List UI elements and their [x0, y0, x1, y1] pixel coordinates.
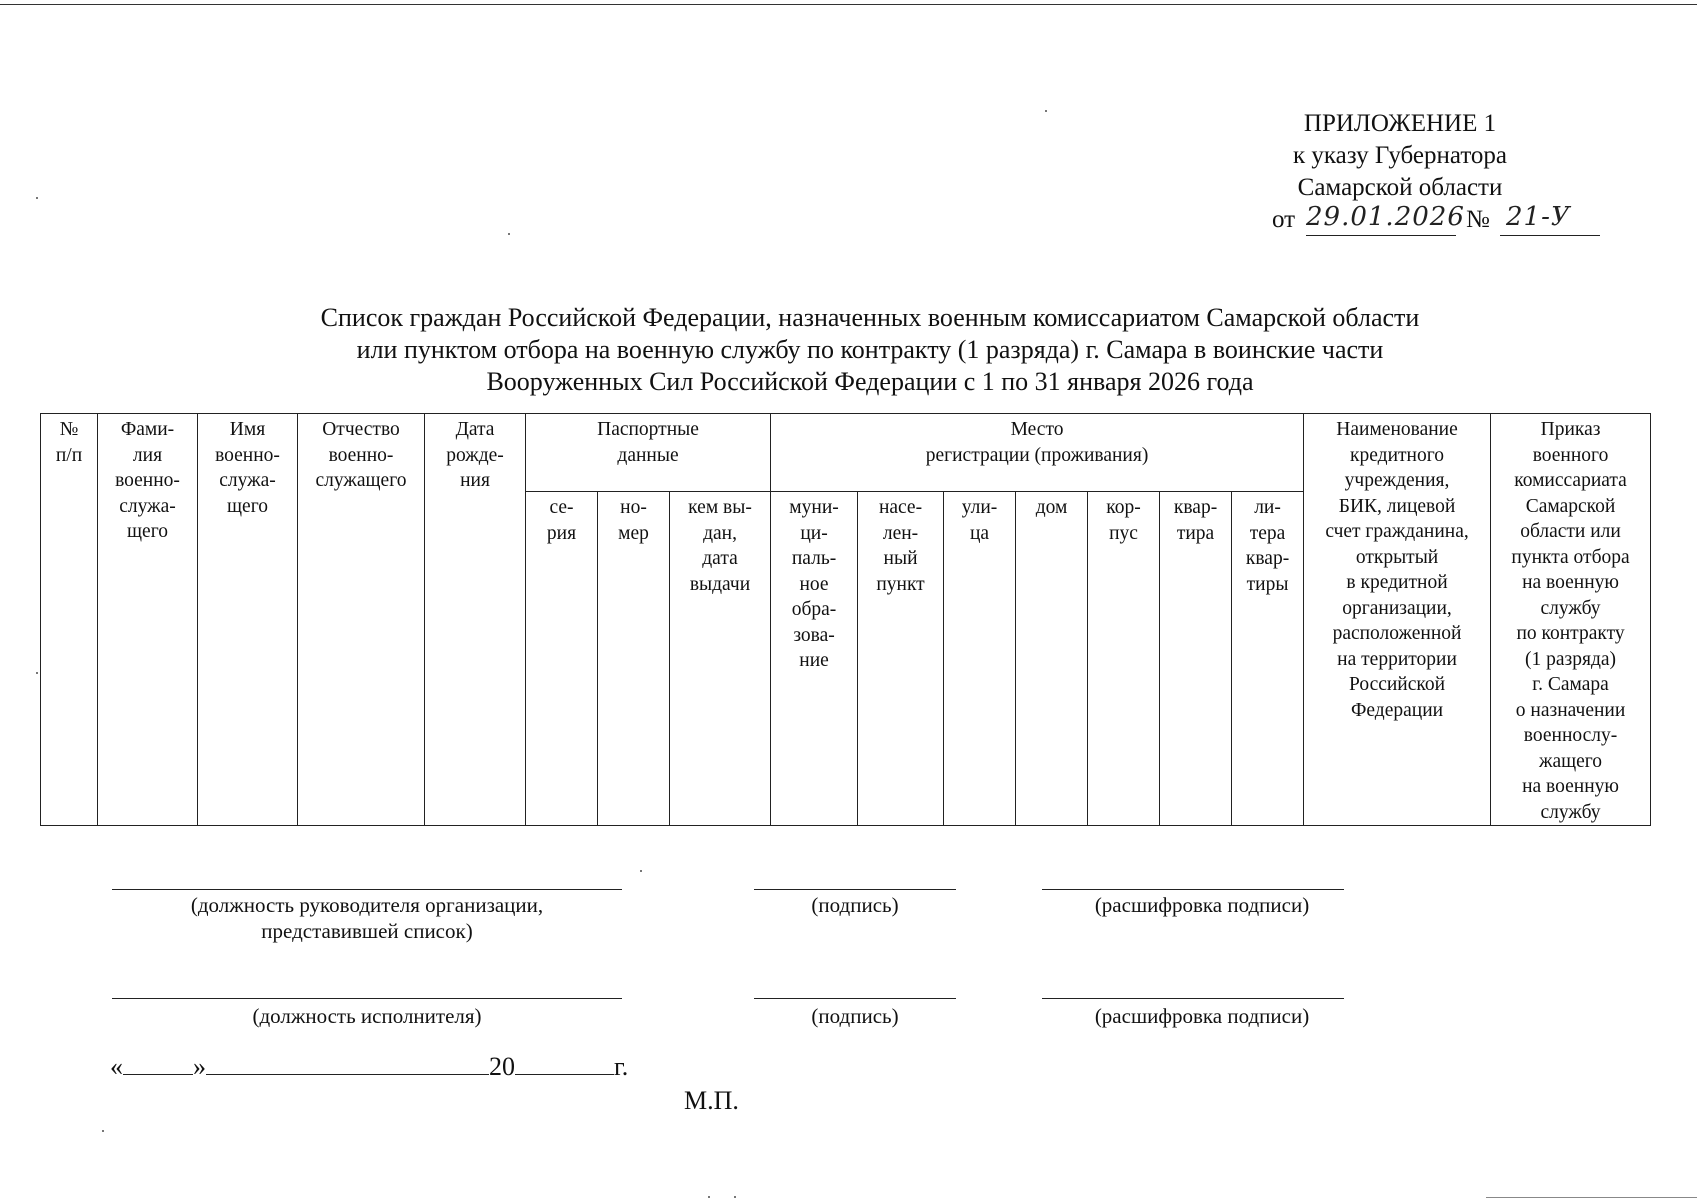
- header-bank-details: Наименование кредитного учреждения, БИК, лицевой счет гражданина, открытый в кредитной организации, расположенной на территории Российской Федерации: [1304, 414, 1491, 826]
- appendix-line-decree: к указу Губернатора: [1292, 142, 1508, 169]
- appendix-heading: ПРИЛОЖЕНИЕ 1: [1303, 110, 1497, 137]
- header-address-group: Место регистрации (проживания): [771, 414, 1304, 492]
- year-blank: [515, 1052, 614, 1075]
- decoding-line-2: [1042, 998, 1344, 999]
- date-fill-line: [110, 1052, 628, 1082]
- scan-speck: [1045, 110, 1047, 112]
- header-birth-date: Дата рожде- ния: [425, 414, 526, 826]
- day-blank: [123, 1052, 193, 1075]
- decree-date-row: [1272, 202, 1602, 236]
- header-municipal-unit: муни- ци- паль- ное обра- зова- ние: [771, 492, 858, 826]
- citizens-table: [40, 413, 1651, 826]
- scan-speck: [102, 1130, 104, 1132]
- scan-speck: [640, 870, 642, 872]
- number-underline: [1500, 235, 1600, 236]
- scan-speck: [36, 672, 38, 674]
- date-underline: [1306, 235, 1456, 236]
- month-blank: [206, 1052, 489, 1075]
- decoding-caption-1: (расшифровка подписи): [1094, 893, 1310, 917]
- scan-edge-line: [1486, 1197, 1697, 1198]
- header-apartment-letter: ли- тера квар- тиры: [1232, 492, 1304, 826]
- appendix-line-region: Самарской области: [1297, 174, 1503, 201]
- signature-caption-1: (подпись): [811, 893, 899, 917]
- scan-speck: [708, 1196, 710, 1198]
- header-first-name: Имя военно- служа- щего: [198, 414, 298, 826]
- signature-caption-2: (подпись): [811, 1004, 899, 1028]
- decoding-line-1: [1042, 889, 1344, 890]
- header-building: кор- пус: [1088, 492, 1160, 826]
- header-passport-issued: кем вы- дан, дата выдачи: [670, 492, 771, 826]
- header-street: ули- ца: [944, 492, 1016, 826]
- year-suffix: г.: [614, 1052, 629, 1081]
- appendix-block: [1250, 108, 1550, 204]
- scan-speck: [734, 1196, 736, 1198]
- header-house: дом: [1016, 492, 1088, 826]
- header-passport-number: но- мер: [598, 492, 670, 826]
- head-position-caption: (должность руководителя организации, представившей список): [190, 893, 544, 943]
- handwritten-number: 21-У: [1506, 202, 1571, 232]
- signature-line-2: [754, 998, 956, 999]
- title-line-2: или пунктом отбора на военную службу по контракту (1 разряда) г. Самара в воинские части: [356, 335, 1384, 364]
- title-line-1: Список граждан Российской Федерации, назначенных военным комиссариатом Самарской области: [320, 303, 1420, 332]
- executor-position-line: [112, 998, 622, 999]
- executor-position-caption: (должность исполнителя): [252, 1004, 482, 1028]
- decoding-caption-2: (расшифровка подписи): [1094, 1004, 1310, 1028]
- handwritten-date: 29.01.2026: [1306, 202, 1465, 232]
- header-passport-group: Паспортные данные: [526, 414, 771, 492]
- header-row-number: № п/п: [41, 414, 98, 826]
- document-title: [160, 302, 1580, 398]
- open-quote: «: [110, 1052, 123, 1081]
- stamp-place: М.П.: [684, 1086, 739, 1115]
- header-patronymic: Отчество военно- служащего: [298, 414, 425, 826]
- close-quote: »: [193, 1052, 206, 1081]
- from-label: от: [1272, 206, 1296, 233]
- header-passport-series: се- рия: [526, 492, 598, 826]
- top-border-line: [0, 4, 1697, 5]
- signature-line-1: [754, 889, 956, 890]
- scan-speck: [36, 197, 38, 199]
- scan-speck: [508, 233, 510, 235]
- header-apartment: квар- тира: [1160, 492, 1232, 826]
- year-prefix: 20: [489, 1052, 515, 1081]
- header-order: Приказ военного комиссариата Самарской области или пункта отбора на военную службу по контракту (1 разряда) г. Самара о назначении военнослу- жащего на военную службу: [1491, 414, 1651, 826]
- header-surname: Фами- лия военно- служа- щего: [98, 414, 198, 826]
- head-position-line: [112, 889, 622, 890]
- number-label: №: [1466, 206, 1490, 233]
- title-line-3: Вооруженных Сил Российской Федерации с 1 по 31 января 2026 года: [486, 367, 1254, 396]
- header-settlement: насе- лен- ный пункт: [858, 492, 944, 826]
